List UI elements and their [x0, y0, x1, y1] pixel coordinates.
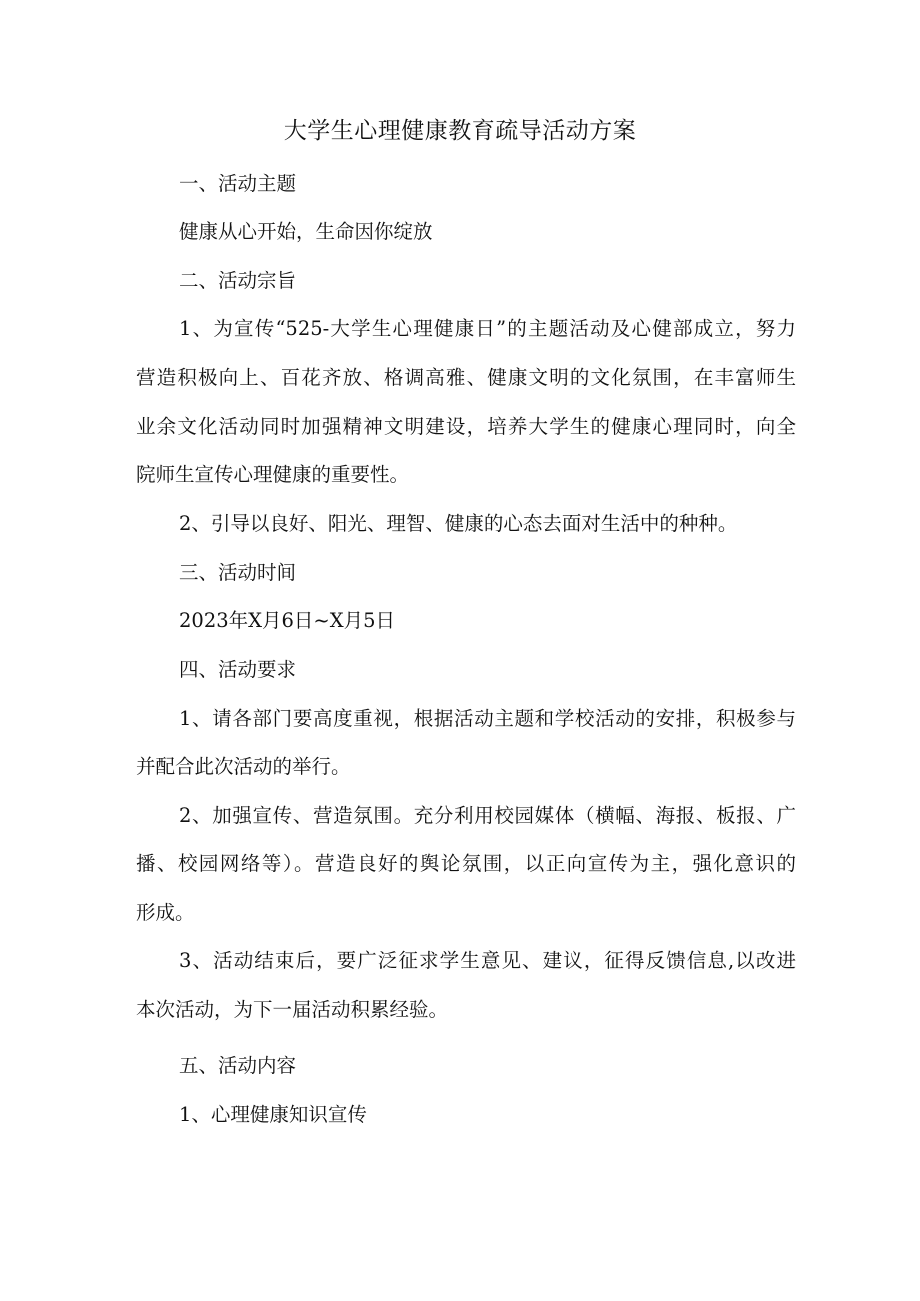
paragraph-line: 3、活动结束后，要广泛征求学生意见、建议，征得反馈信息,以改进 [179, 949, 796, 972]
heading-activity-theme: 一、活动主题 [179, 172, 297, 195]
paragraph-line: 1、为宣传“525-大学生心理健康日”的主题活动及心健部成立，努力 [179, 317, 796, 340]
paragraph-line: 健康从心开始，生命因你绽放 [179, 220, 433, 243]
paragraph-line: 2、加强宣传、营造氛围。充分利用校园媒体（横幅、海报、板报、广 [179, 804, 796, 827]
subheading-knowledge-promotion: 1、心理健康知识宣传 [179, 1103, 367, 1126]
heading-activity-content: 五、活动内容 [179, 1054, 297, 1077]
paragraph-line: 形成。 [136, 901, 195, 924]
heading-activity-purpose: 二、活动宗旨 [179, 269, 297, 292]
document-title: 大学生心理健康教育疏导活动方案 [283, 118, 637, 144]
paragraph-line: 院师生宣传心理健康的重要性。 [136, 463, 410, 486]
paragraph-line: 2、引导以良好、阳光、理智、健康的心态去面对生活中的种种。 [179, 512, 738, 535]
paragraph-line: 1、请各部门要高度重视，根据活动主题和学校活动的安排，积极参与 [179, 707, 796, 730]
paragraph-line: 播、校园网络等）。营造良好的舆论氛围，以正向宣传为主，强化意识的 [136, 852, 796, 875]
paragraph-line: 本次活动，为下一届活动积累经验。 [136, 998, 449, 1021]
paragraph-line: 业余文化活动同时加强精神文明建设，培养大学生的健康心理同时，向全 [136, 415, 796, 438]
paragraph-line: 营造积极向上、百花齐放、格调高雅、健康文明的文化氛围，在丰富师生 [136, 366, 796, 389]
heading-activity-time: 三、活动时间 [179, 561, 297, 584]
heading-activity-requirements: 四、活动要求 [179, 658, 297, 681]
activity-date: 2023年X月6日~X月5日 [179, 609, 396, 632]
paragraph-line: 并配合此次活动的举行。 [136, 755, 351, 778]
